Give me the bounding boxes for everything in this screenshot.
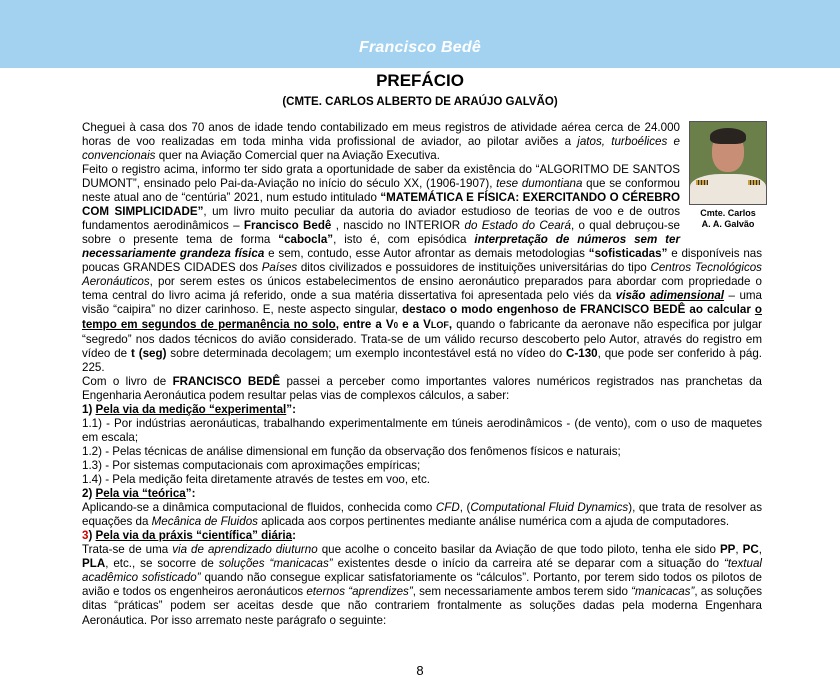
- text-italic: via de aprendizado diuturno: [172, 543, 318, 557]
- text-bold: ,: [448, 317, 453, 331]
- section-title: Pela via da medição “experimental: [95, 402, 287, 416]
- text-bold: e a V: [398, 317, 431, 331]
- subscript: LOF: [430, 319, 449, 330]
- text-italic: tese dumontiana: [496, 177, 583, 191]
- text: Feito o registro acima, informo ter sido grata a oportunidade de saber da existência do “ALGORITMO DE SANTOS DUMONT”, ensinado pelo Pai-da-Aviação no início do século XX, (1906-1907),: [82, 163, 680, 191]
- text: e sem, contudo, esse Autor afrontar as demais metodologias: [264, 247, 589, 261]
- text-bold: PP: [719, 543, 736, 557]
- text: Trata-se de uma: [82, 543, 173, 557]
- section-number: 3: [82, 529, 89, 543]
- text: aplicada aos corpos pertinentes mediante análise numérica com a ajuda de computadores.: [257, 515, 730, 529]
- text: , por serem estes os únicos estabelecimentos de ensino aeronáutico preparados para abordar com propriedade o tema central do livro acima já referido, onde a sua matéria dissertativa foi apresentada pelo viés da: [82, 275, 762, 303]
- text-bold-italic-underline: adimensional: [649, 289, 725, 303]
- text-italic: “textual acadêmico sofisticado”: [82, 557, 763, 585]
- text: , isto é, com episódica: [333, 233, 475, 247]
- text: – uma visão “caipira” no dizer carinhoso. E, neste aspecto singular,: [82, 289, 762, 317]
- text-italic: do Estado do Ceará: [464, 219, 571, 233]
- page-number: 8: [416, 663, 424, 678]
- text: , etc., se socorre de: [105, 557, 219, 571]
- section-1-item: 1.1) - Por indústrias aeronáuticas, trabalhando experimentalmente em túneis aerodinâmicos - (de vento), com o uso de maquetes em escala;: [82, 416, 762, 444]
- text: ”:: [286, 402, 296, 416]
- section-title: Pela via da práxis “científica” diária: [95, 529, 293, 543]
- text: , sem necessariamente ambos terem sido: [412, 585, 632, 599]
- preface-body-2: [82, 163, 762, 628]
- text: quer na Aviação Comercial quer na Aviação Executiva.: [155, 149, 440, 163]
- text: , um livro muito peculiar da autoria do aviador estudioso de teorias de voo e de outros fundamentos aerodinâmicos –: [82, 205, 680, 233]
- text-italic: soluções “manicacas”: [218, 557, 333, 571]
- text: quando o fabricante da aeronave não especifica por julgar “segredo” nos dados técnicos do avião considerado. Trata-se de um válido recurso descoberto pelo Autor, através do registro em vídeo de: [82, 317, 763, 360]
- paragraph-3: [82, 375, 762, 403]
- section-2-heading: [82, 487, 762, 501]
- page-subtitle: (CMTE. CARLOS ALBERTO DE ARAÚJO GALVÃO): [282, 96, 558, 108]
- section-title: Pela via “teórica: [95, 487, 186, 501]
- text-italic: Países: [261, 261, 298, 275]
- caption-line-1: Cmte. Carlos: [700, 208, 756, 218]
- text: existentes desde o início da carreira até se deparar com a situação do: [332, 557, 724, 571]
- text: Aplicando-se a dinâmica computacional de fluidos, conhecida como: [82, 501, 436, 515]
- book-title: “MATEMÁTICA E FÍSICA: EXERCITANDO O CÉREBRO COM SIMPLICIDADE”: [82, 191, 680, 219]
- text: Cheguei à casa dos 70 anos de idade tendo contabilizado em meus registros de atividade aérea cerca de 24.000 horas de voo realizadas em toda minha vida profissional de aviador, ao pilotar aviões a: [82, 121, 680, 149]
- text-bold: , entre a V: [335, 317, 394, 331]
- text-bold: t (seg): [131, 346, 167, 360]
- text: passei a perceber como importantes valores numéricos registrados nas pranchetas da Engenharia Aeronáutica podem resultar pelas vias de complexos cálculos, a saber:: [82, 374, 763, 402]
- section-number: 1): [82, 402, 96, 416]
- section-1-item: 1.4) - Pela medição feita diretamente através de testes em voo, etc.: [82, 473, 430, 487]
- photo-float-spacer: [680, 163, 762, 243]
- section-1-item: 1.2) - Pelas técnicas de análise dimensional em função da observação dos fenômenos físicos e naturais;: [82, 444, 621, 458]
- text: , o qual debruçou-se sobre o presente tema de forma: [82, 219, 681, 247]
- text-italic: Computational Fluid Dynamics: [470, 501, 629, 515]
- text: quando não consegue explicar satisfatoriamente os “cálculos”. Portanto, por terem sido todos os pilotos de avião e todos os engenheiros aeronáuticos: [82, 571, 762, 599]
- text-italic: eternos “aprendizes”: [306, 585, 413, 599]
- text: ditos civilizados e possuidores de instituições universitárias do tipo: [297, 261, 651, 275]
- section-2-paragraph: [82, 501, 762, 529]
- text-italic: “manicacas”: [631, 585, 695, 599]
- page-title: PREFÁCIO: [376, 71, 464, 90]
- paragraph-2: [82, 163, 762, 375]
- text: , (: [459, 501, 471, 515]
- header-banner: [0, 0, 840, 68]
- subscript: 0: [393, 320, 399, 330]
- text-bold: FRANCISCO BEDÊ: [172, 374, 281, 388]
- text-bold: “cabocla”: [278, 233, 334, 247]
- text-bold: destaco o modo engenhoso de FRANCISCO BEDÊ ao calcular: [402, 303, 755, 317]
- text-italic: Mecânica de Fluidos: [151, 515, 258, 529]
- section-3-paragraph: [82, 543, 762, 627]
- text-bold-italic: interpretação de números sem ter necessariamente grandeza física: [82, 233, 680, 261]
- text: ”:: [185, 487, 196, 501]
- preface-body: [82, 121, 762, 163]
- banner-title: Francisco Bedê: [359, 39, 481, 56]
- section-3-heading: [82, 529, 762, 543]
- text: ,: [735, 543, 743, 557]
- text: que se conformou neste atual ano de “centúria” 2021, num estudo intitulado: [82, 177, 680, 205]
- paragraph-1: [82, 121, 680, 163]
- text-bold-underline: o tempo em segundos de permanência no solo: [82, 303, 762, 331]
- caption-line-2: A. A. Galvão: [701, 219, 755, 229]
- text: e disponíveis nas poucas GRANDES CIDADES dos: [82, 247, 763, 275]
- text-italic: jatos, turboélices e convencionais: [82, 135, 680, 163]
- section-1-heading: [82, 403, 762, 417]
- text-bold: C-130: [566, 346, 598, 360]
- section-number: 2): [82, 487, 96, 501]
- text-bold: “sofisticadas”: [588, 247, 668, 261]
- author-name: Francisco Bedê: [243, 219, 332, 233]
- text-italic: CFD: [435, 501, 460, 515]
- text-bold: PC: [742, 543, 759, 557]
- text: :: [292, 529, 296, 543]
- text: , nascido no INTERIOR: [331, 219, 465, 233]
- section-1-item: 1.3) - Por sistemas computacionais com aproximações empíricas;: [82, 458, 421, 472]
- text: , as soluções ditas “práticas” podem ser aceitas desde que não contrariem frontalmente as soluções dadas pela moderna Engenhara Aeronáutica. Por isso arremato neste parágrafo o seguinte:: [82, 585, 762, 627]
- text: ,: [758, 543, 762, 557]
- text: ), que trata de resolver as equações da: [82, 501, 762, 529]
- text-italic: Centros Tecnológicos Aeronáuticos: [82, 261, 762, 289]
- text: ): [88, 529, 96, 543]
- text-bold: PLA: [82, 557, 106, 571]
- text: Com o livro de: [82, 374, 173, 388]
- text: sobre determinada decolagem; um exemplo incontestável está no vídeo do: [166, 346, 567, 360]
- text: que acolhe o conceito basilar da Aviação de que todo piloto, tenha ele sido: [317, 543, 720, 557]
- text-bold-italic: visão: [615, 289, 650, 303]
- text: , que pode ser conferido à pág. 225.: [82, 346, 763, 374]
